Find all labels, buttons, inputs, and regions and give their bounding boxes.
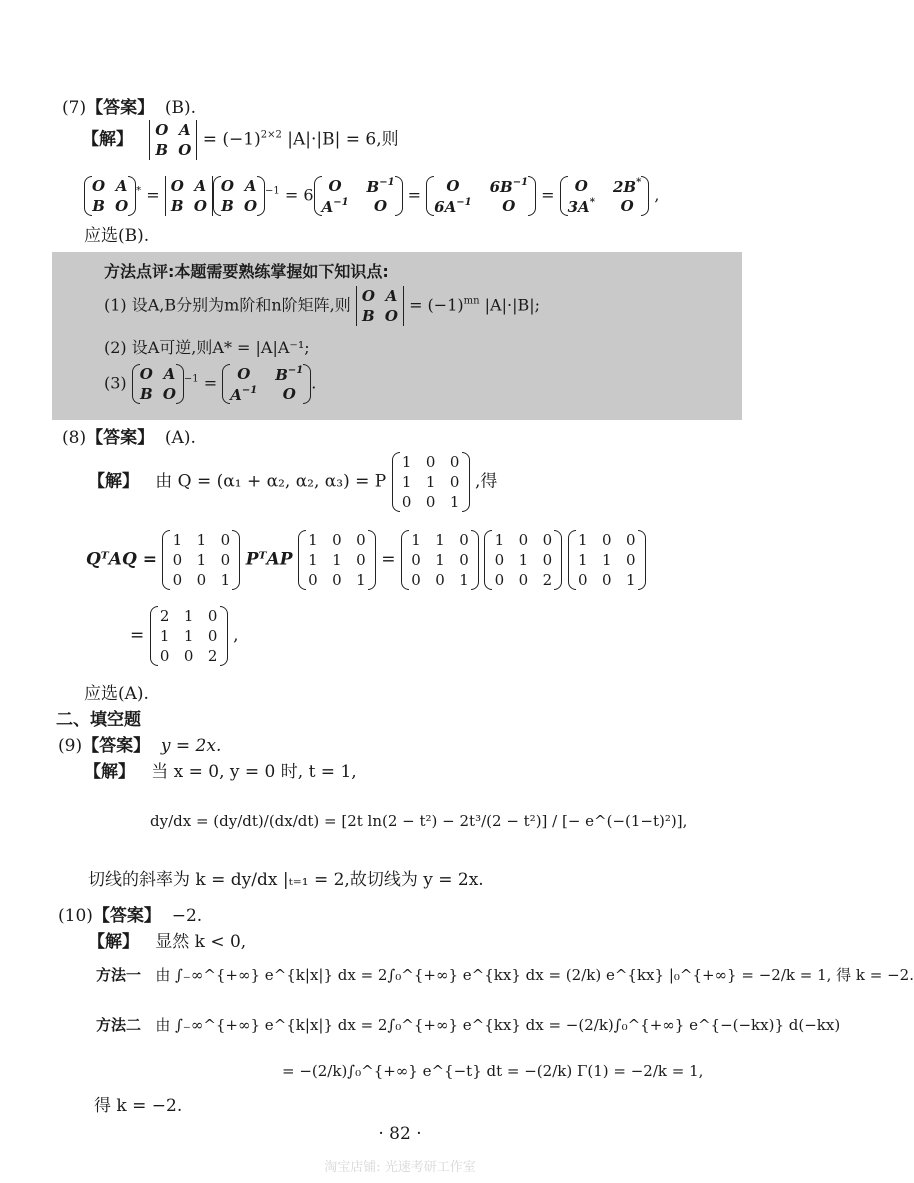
mP-cell-1-1: 1 <box>425 473 436 491</box>
mA1-cell-2-1: 0 <box>196 571 207 589</box>
mA2-cell-1-1: 1 <box>332 551 342 569</box>
method-box-item2: (2) 设A可逆,则A* = |A|A⁻¹; <box>104 338 310 357</box>
mP2-cell-2-0: 0 <box>578 571 588 589</box>
mL-cell-2-0: 0 <box>494 571 505 589</box>
mA2-cell-2-2: 1 <box>356 571 366 589</box>
mA2-cell-1-2: 0 <box>356 551 366 569</box>
matrix-result <box>150 606 228 666</box>
q10-method2-line1: 方法二 由 ∫₋∞^{+∞} e^{k|x|} dx = 2∫₀^{+∞} e^{kx} dx = −(2/k)∫₀^{+∞} e^{−(−kx)} d(−kx) <box>96 1016 841 1034</box>
mA2-cell-0-1: 0 <box>332 531 342 549</box>
mA2-cell-2-1: 0 <box>332 571 342 589</box>
q7-answer-label: 【答案】 <box>86 98 155 118</box>
q8-result-line: = 2 1 0 1 1 0 0 0 2 , <box>130 607 239 665</box>
q10-solution-line1: 【解】 显然 k < 0, <box>88 932 247 952</box>
mA3-cell-2-0: 0 <box>411 571 421 589</box>
matrix-A2 <box>298 530 376 590</box>
mP-cell-2-1: 0 <box>425 493 436 511</box>
q9-answer: y = 2x. <box>160 736 222 756</box>
mA1-cell-1-1: 1 <box>196 551 207 569</box>
q9-solution-line1: 【解】 当 x = 0, y = 0 时, t = 1, <box>84 762 357 782</box>
mA3-cell-1-0: 0 <box>411 551 421 569</box>
q7-answer: (B). <box>164 98 197 118</box>
matrix-A1 <box>162 530 240 590</box>
q7-header <box>62 98 196 118</box>
mL-cell-0-2: 0 <box>542 531 553 549</box>
q7-solution-line2: O A B O * = O A B O O A B O $^{-1}$ = 6 O $B^{-1}$ $A^{-1}$ O = O $6B^{-1}$ $6A^{-1}$ O = O 2B* 3A* O , <box>84 176 659 216</box>
mL-cell-2-2: 2 <box>542 571 553 589</box>
mA1-cell-2-0: 0 <box>172 571 183 589</box>
q10-header: (10)【答案】 −2. <box>58 906 203 926</box>
mA2-cell-2-0: 0 <box>308 571 318 589</box>
mA3-cell-2-2: 1 <box>459 571 469 589</box>
q10-method1: 方法一 由 ∫₋∞^{+∞} e^{k|x|} dx = 2∫₀^{+∞} e^{kx} dx = (2/k) e^{kx} |₀^{+∞} = −2/k = 1, 得 k = −2. <box>96 966 914 984</box>
q7-line1-rest: |A|·|B| = 6,则 <box>287 129 399 150</box>
mP2-cell-1-2: 0 <box>626 551 636 569</box>
mP-cell-2-0: 0 <box>401 493 412 511</box>
mR-cell-0-1: 1 <box>183 607 194 625</box>
mL-cell-2-1: 0 <box>518 571 529 589</box>
q10-conclusion: 得 k = −2. <box>94 1096 183 1116</box>
mA2-cell-0-2: 0 <box>356 531 366 549</box>
method-box-item1: (1) 设A,B分别为m阶和n阶矩阵,则 O A B O = $(-1)^{mn}$ |A|·|B|; <box>104 287 541 325</box>
q8-header: (8)【答案】 (A). <box>62 428 196 448</box>
mP2-cell-1-1: 1 <box>602 551 612 569</box>
mL-cell-0-0: 1 <box>494 531 505 549</box>
mL-cell-0-1: 0 <box>518 531 529 549</box>
q7-conclusion: 应选(B). <box>84 226 150 246</box>
mP-cell-0-0: 1 <box>401 453 412 471</box>
mP2-cell-0-0: 1 <box>578 531 588 549</box>
mR-cell-2-1: 0 <box>183 647 194 665</box>
mL-cell-1-0: 0 <box>494 551 505 569</box>
mP-cell-2-2: 1 <box>449 493 460 511</box>
mP2-cell-2-2: 1 <box>626 571 636 589</box>
mR-cell-2-2: 2 <box>207 647 218 665</box>
mR-cell-0-0: 2 <box>159 607 170 625</box>
mR-cell-0-2: 0 <box>207 607 218 625</box>
mR-cell-1-2: 0 <box>207 627 218 645</box>
q8-solution-line1: 【解】 由 Q = (α₁ + α₂, α₂, α₃) = P 1 0 0 1 1 0 0 0 1 ,得 <box>88 453 498 511</box>
mL-cell-1-2: 0 <box>542 551 553 569</box>
mA3-cell-0-2: 0 <box>459 531 469 549</box>
q10-answer: −2. <box>171 906 203 926</box>
q9-slope: 切线的斜率为 k = dy/dx |ₜ₌₁ = 2,故切线为 y = 2x. <box>88 870 484 890</box>
matrix-A3 <box>401 530 479 590</box>
mA3-cell-1-1: 1 <box>435 551 445 569</box>
mA3-cell-0-0: 1 <box>411 531 421 549</box>
mA1-cell-0-2: 0 <box>220 531 231 549</box>
mA1-cell-0-0: 1 <box>172 531 183 549</box>
mP2-cell-2-1: 0 <box>602 571 612 589</box>
mP-cell-1-0: 1 <box>401 473 412 491</box>
mP-cell-0-2: 0 <box>449 453 460 471</box>
mA2-cell-1-0: 1 <box>308 551 318 569</box>
q7-number: (7) <box>62 98 87 118</box>
mR-cell-2-0: 0 <box>159 647 170 665</box>
q8-answer: (A). <box>164 428 196 448</box>
mA1-cell-1-2: 0 <box>220 551 231 569</box>
page-number: · 82 · <box>378 1124 422 1144</box>
q9-header: (9)【答案】 y = 2x. <box>58 736 222 756</box>
method-box-title: 方法点评:本题需要熟练掌握如下知识点: <box>104 262 389 281</box>
mA1-cell-1-0: 0 <box>172 551 183 569</box>
mA2-cell-0-0: 1 <box>308 531 318 549</box>
q7-block-determinant: O A B O <box>149 120 197 160</box>
mR-cell-1-0: 1 <box>159 627 170 645</box>
mP2-cell-0-1: 0 <box>602 531 612 549</box>
mP-cell-1-2: 0 <box>449 473 460 491</box>
mP2-cell-1-0: 1 <box>578 551 588 569</box>
q9-derivative: dy/dx = (dy/dt)/(dx/dt) = [2t ln(2 − t²) − 2t³/(2 − t²)] / [− e^(−(1−t)²)], <box>150 812 688 830</box>
mP-cell-0-1: 0 <box>425 453 436 471</box>
matrix-P <box>392 452 470 512</box>
mA1-cell-2-2: 1 <box>220 571 231 589</box>
q10-method2-line2: = −(2/k)∫₀^{+∞} e^{−t} dt = −(2/k) Γ(1) = −2/k = 1, <box>282 1062 704 1080</box>
mR-cell-1-1: 1 <box>183 627 194 645</box>
matrix-P2 <box>568 530 646 590</box>
q7-solution-label: 【解】 <box>82 129 133 150</box>
method-box-item3: (3) O A B O $^{-1}$ = O $B^{-1}$ $A^{-1}$ O . <box>104 364 317 404</box>
q7-solution-line1: 【解】 O A B O = $(-1)^{2\times 2}$ |A|·|B| = 6,则 <box>82 121 399 159</box>
q8-conclusion: 应选(A). <box>84 684 149 704</box>
watermark: 淘宝店铺: 光速考研工作室 <box>324 1160 476 1175</box>
mA3-cell-0-1: 1 <box>435 531 445 549</box>
q8-equation-line: QᵀAQ = 1 1 0 0 1 0 0 0 1 PᵀAP 1 0 0 1 1 0 0 0 1 = 1 1 0 0 1 0 0 0 1 1 0 0 0 1 0 0 0 2 1 0 0 1 1 0 0 0 1 <box>86 530 646 590</box>
mA3-cell-2-1: 0 <box>435 571 445 589</box>
mA3-cell-1-2: 0 <box>459 551 469 569</box>
mL-cell-1-1: 1 <box>518 551 529 569</box>
matrix-L <box>484 530 562 590</box>
section-heading: 二、填空题 <box>56 710 141 730</box>
mA1-cell-0-1: 1 <box>196 531 207 549</box>
mP2-cell-0-2: 0 <box>626 531 636 549</box>
